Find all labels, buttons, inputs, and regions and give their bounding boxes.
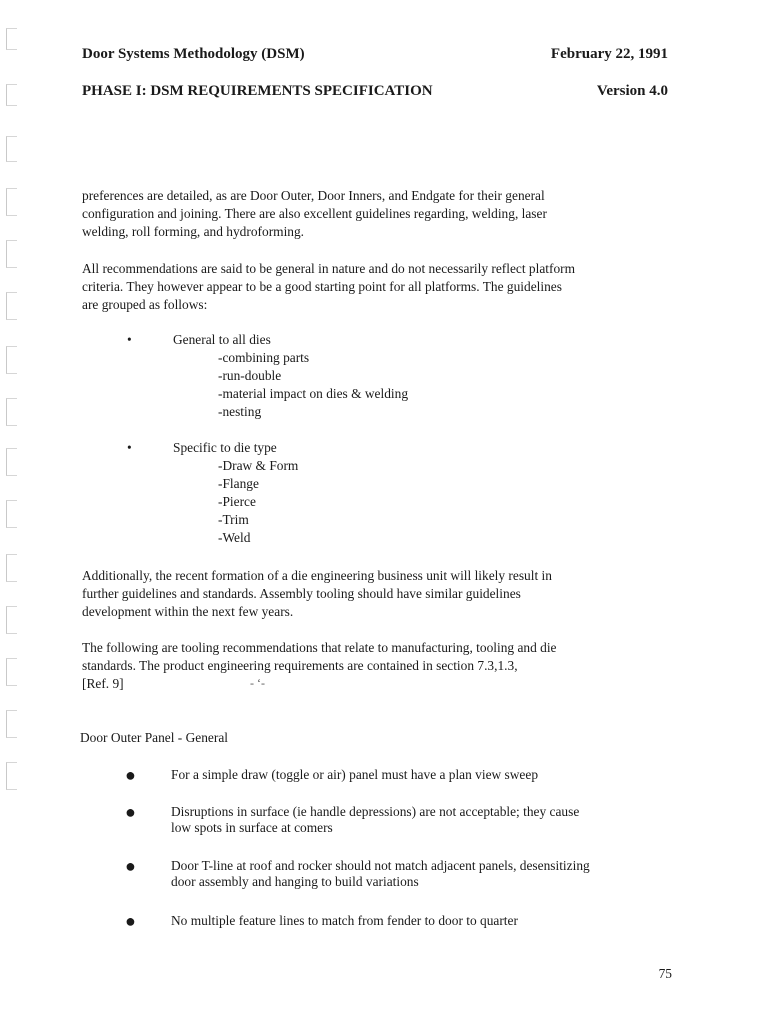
bullet-marker: • <box>127 440 132 455</box>
text-line: door assembly and hanging to build variations <box>171 874 419 889</box>
outer-bullet-text: No multiple feature lines to match from fender to door to quarter <box>171 913 518 928</box>
text-line: The following are tooling recommendations that relate to manufacturing, tooling and die <box>82 640 557 655</box>
document-version: Version 4.0 <box>596 83 668 99</box>
scan-artifact <box>6 658 17 686</box>
group-label-general: General to all dies <box>173 332 271 347</box>
scan-artifact <box>6 84 17 106</box>
text-line: welding, roll forming, and hydroforming. <box>82 224 305 239</box>
text-line: criteria. They however appear to be a good starting point for all platforms. The guidelines <box>82 279 562 294</box>
bullet-marker: • <box>127 332 132 347</box>
page-number: 75 <box>658 966 672 981</box>
scan-artifact <box>6 762 17 790</box>
group-item: -run-double <box>218 368 282 383</box>
group-item: -Flange <box>218 476 259 491</box>
outer-bullet-text <box>171 804 665 836</box>
scan-artifact <box>6 398 17 426</box>
outer-bullet-text: For a simple draw (toggle or air) panel must have a plan view sweep <box>171 767 539 782</box>
group-item: -material impact on dies & welding <box>218 386 409 401</box>
bullet-marker: ● <box>125 856 136 876</box>
bullet-marker: ● <box>125 802 136 822</box>
paragraph-additionally <box>82 567 668 621</box>
scan-artifact <box>6 500 17 528</box>
group-label-specific: Specific to die type <box>173 440 277 455</box>
text-line: are grouped as follows: <box>82 297 208 312</box>
scan-artifact <box>6 136 17 162</box>
section-heading: Door Outer Panel - General <box>80 730 228 745</box>
bullet-marker: ● <box>125 911 136 931</box>
group-item: -nesting <box>218 404 262 419</box>
scan-artifact <box>6 188 17 216</box>
scan-artifact <box>6 710 17 738</box>
text-line: preferences are detailed, as are Door Outer, Door Inners, and Endgate for their general <box>82 188 545 203</box>
document-date: February 22, 1991 <box>550 46 668 62</box>
group-item: -Weld <box>218 530 251 545</box>
text-line: standards. The product engineering requirements are contained in section 7.3,1.3, <box>82 658 518 673</box>
text-line: low spots in surface at comers <box>171 820 333 835</box>
document-title: Door Systems Methodology (DSM) <box>82 46 305 62</box>
scan-artifact <box>6 28 17 50</box>
scan-artifact <box>6 606 17 634</box>
text-line: Door T-line at roof and rocker should not match adjacent panels, desensitizing <box>171 858 590 873</box>
scan-artifact <box>6 448 17 476</box>
paragraph-recommendations <box>82 260 668 314</box>
group-item: -Trim <box>218 512 249 527</box>
outer-bullet-text <box>171 858 590 890</box>
stray-mark: - ‘- <box>250 676 265 690</box>
scan-artifact <box>6 240 17 268</box>
text-line: further guidelines and standards. Assembly tooling should have similar guidelines <box>82 586 521 601</box>
group-item: -combining parts <box>218 350 310 365</box>
scan-artifact <box>6 292 17 320</box>
scan-artifact <box>6 554 17 582</box>
text-line: All recommendations are said to be general in nature and do not necessarily reflect platform <box>82 261 576 276</box>
text-line: Disruptions in surface (ie handle depressions) are not acceptable; they cause <box>171 804 580 819</box>
group-item: -Pierce <box>218 494 256 509</box>
text-line: development within the next few years. <box>82 604 294 619</box>
document-subtitle: PHASE I: DSM REQUIREMENTS SPECIFICATION <box>82 83 433 99</box>
bullet-marker: ● <box>125 765 136 785</box>
text-line: Additionally, the recent formation of a die engineering business unit will likely result in <box>82 568 552 583</box>
scan-artifact <box>6 346 17 374</box>
group-item: -Draw & Form <box>218 458 299 473</box>
paragraph-preferences <box>82 187 668 241</box>
text-line: configuration and joining. There are also excellent guidelines regarding, welding, laser <box>82 206 547 221</box>
text-line: [Ref. 9] <box>82 676 124 691</box>
paragraph-tooling-recommendations <box>82 639 668 693</box>
